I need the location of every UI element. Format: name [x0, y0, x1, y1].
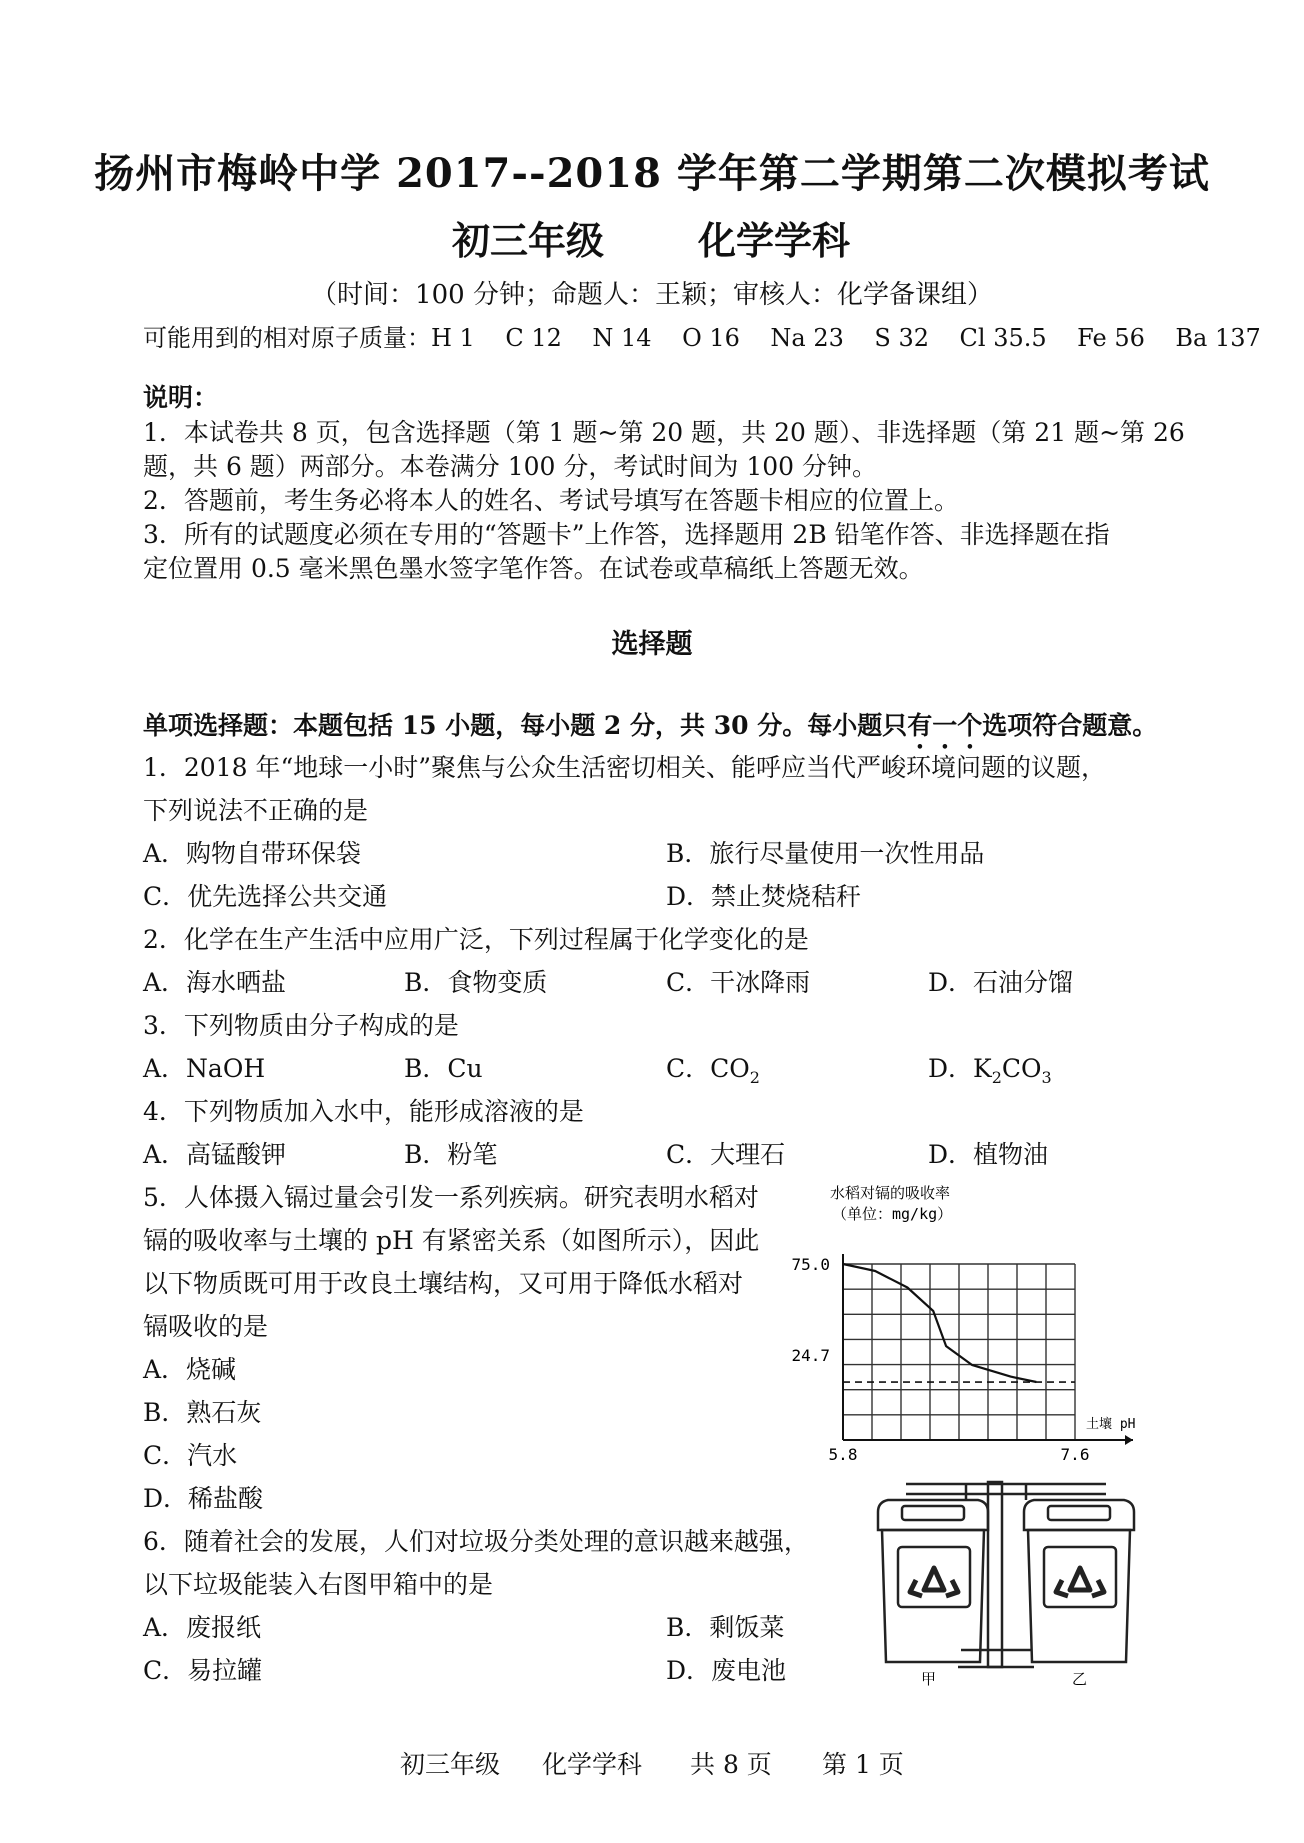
note-line: 1．本试卷共 8 页，包含选择题（第 1 题~第 20 题，共 20 题）、非选择题（第 21 题~第 26 [143, 418, 1185, 447]
x-tick-label: 5.8 [828, 1445, 858, 1464]
recycling-bins-illustration [866, 1472, 1146, 1692]
question-2-stem: 2．化学在生产生活中应用广泛，下列过程属于化学变化的是 [143, 925, 809, 954]
q1-option-d: D．禁止焚烧秸秆 [666, 882, 862, 911]
q1-option-b: B．旅行尽量使用一次性用品 [666, 839, 985, 868]
instruction: 单项选择题：本题包括 15 小题，每小题 2 分，共 30 分。每小题只有一个选项符合题意。 [143, 711, 1158, 740]
q5-option-b: B．熟石灰 [143, 1398, 262, 1427]
q2-option-b: B．食物变质 [404, 968, 548, 997]
notes-heading: 说明： [143, 383, 219, 412]
chart-title: 水稻对镉的吸收率 [830, 1184, 951, 1202]
bin-label-jia: 甲 [921, 1670, 937, 1688]
question-1-stem: 下列说法不正确的是 [143, 796, 369, 825]
question-3-stem: 3．下列物质由分子构成的是 [143, 1011, 459, 1040]
x-axis-label: 土壤 pH [1086, 1417, 1136, 1432]
page-title: 扬州市梅岭中学 2017--2018 学年第二学期第二次模拟考试 [94, 150, 1210, 197]
q6-option-c: C．易拉罐 [143, 1656, 263, 1685]
recycle-icon [1056, 1568, 1104, 1596]
y-tick-label: 75.0 [791, 1255, 830, 1274]
chart-unit: （单位：mg/kg） [832, 1205, 953, 1223]
q3-option-a: A．NaOH [143, 1054, 266, 1083]
emphasis-text: 有一个 [907, 711, 983, 740]
q3-option-b: B．Cu [404, 1054, 483, 1083]
q5-option-a: A．烧碱 [143, 1355, 237, 1384]
footer-page-number: 第 1 页 [822, 1750, 904, 1779]
q6-option-b: B．剩饭菜 [666, 1613, 785, 1642]
q2-option-d: D．石油分馏 [928, 968, 1074, 997]
question-5-stem: 5．人体摄入镉过量会引发一系列疾病。研究表明水稻对 [143, 1183, 759, 1212]
y-tick-label: 24.7 [791, 1346, 830, 1365]
q6-option-d: D．废电池 [666, 1656, 787, 1685]
question-6-stem: 以下垃圾能装入右图甲箱中的是 [143, 1570, 494, 1599]
footer-total-pages: 共 8 页 [690, 1750, 772, 1779]
x-axis-arrow [1125, 1435, 1133, 1445]
q2-option-c: C．干冰降雨 [666, 968, 811, 997]
q5-option-c: C．汽水 [143, 1441, 238, 1470]
question-5-stem: 以下物质既可用于改良土壤结构，又可用于降低水稻对 [143, 1269, 744, 1298]
bin-label-yi: 乙 [1072, 1670, 1088, 1688]
exam-info: （时间：100 分钟；命题人：王颖；审核人：化学备课组） [311, 280, 993, 310]
q5-option-d: D．稀盐酸 [143, 1484, 264, 1513]
grade-label: 初三年级 [452, 218, 605, 263]
x-tick-label: 7.6 [1060, 1445, 1090, 1464]
section-title: 选择题 [611, 629, 693, 660]
subject-label: 化学学科 [698, 218, 851, 263]
cadmium-absorption-chart [790, 1178, 1150, 1468]
note-line: 3．所有的试题度必须在专用的“答题卡”上作答，选择题用 2B 铅笔作答、非选择题在指 [143, 520, 1110, 549]
question-5-stem: 镉吸收的是 [143, 1312, 269, 1341]
question-1-stem: 1．2018 年“地球一小时”聚焦与公众生活密切相关、能呼应当代严峻环境问题的议题， [143, 753, 1107, 782]
atomic-masses: 可能用到的相对原子质量：H 1 C 12 N 14 O 16 Na 23 S 32 Cl 35.5 Fe 56 Ba 137 [143, 324, 1261, 352]
q6-option-a: A．废报纸 [143, 1613, 262, 1642]
question-4-stem: 4．下列物质加入水中，能形成溶液的是 [143, 1097, 584, 1126]
q1-option-c: C．优先选择公共交通 [143, 882, 388, 911]
q3-option-d: D．$K_2CO_3$ [928, 1054, 1052, 1087]
question-5-stem: 镉的吸收率与土壤的 pH 有紧密关系（如图所示），因此 [143, 1226, 760, 1255]
q2-option-a: A．海水晒盐 [143, 968, 287, 997]
q3-option-c: C．$CO_2$ [666, 1054, 760, 1087]
note-line: 题，共 6 题）两部分。本卷满分 100 分，考试时间为 100 分钟。 [143, 452, 878, 481]
footer-subject: 化学学科 [542, 1750, 643, 1779]
recycle-icon [910, 1568, 958, 1596]
q4-option-a: A．高锰酸钾 [143, 1140, 287, 1169]
note-line: 定位置用 0.5 毫米黑色墨水签字笔作答。在试卷或草稿纸上答题无效。 [143, 554, 924, 583]
footer-grade: 初三年级 [400, 1750, 501, 1779]
note-line: 2．答题前，考生务必将本人的姓名、考试号填写在答题卡相应的位置上。 [143, 486, 959, 515]
question-6-stem: 6．随着社会的发展，人们对垃圾分类处理的意识越来越强， [143, 1527, 809, 1556]
q4-option-b: B．粉笔 [404, 1140, 498, 1169]
q4-option-c: C．大理石 [666, 1140, 786, 1169]
q1-option-a: A．购物自带环保袋 [143, 839, 362, 868]
q4-option-d: D．植物油 [928, 1140, 1049, 1169]
